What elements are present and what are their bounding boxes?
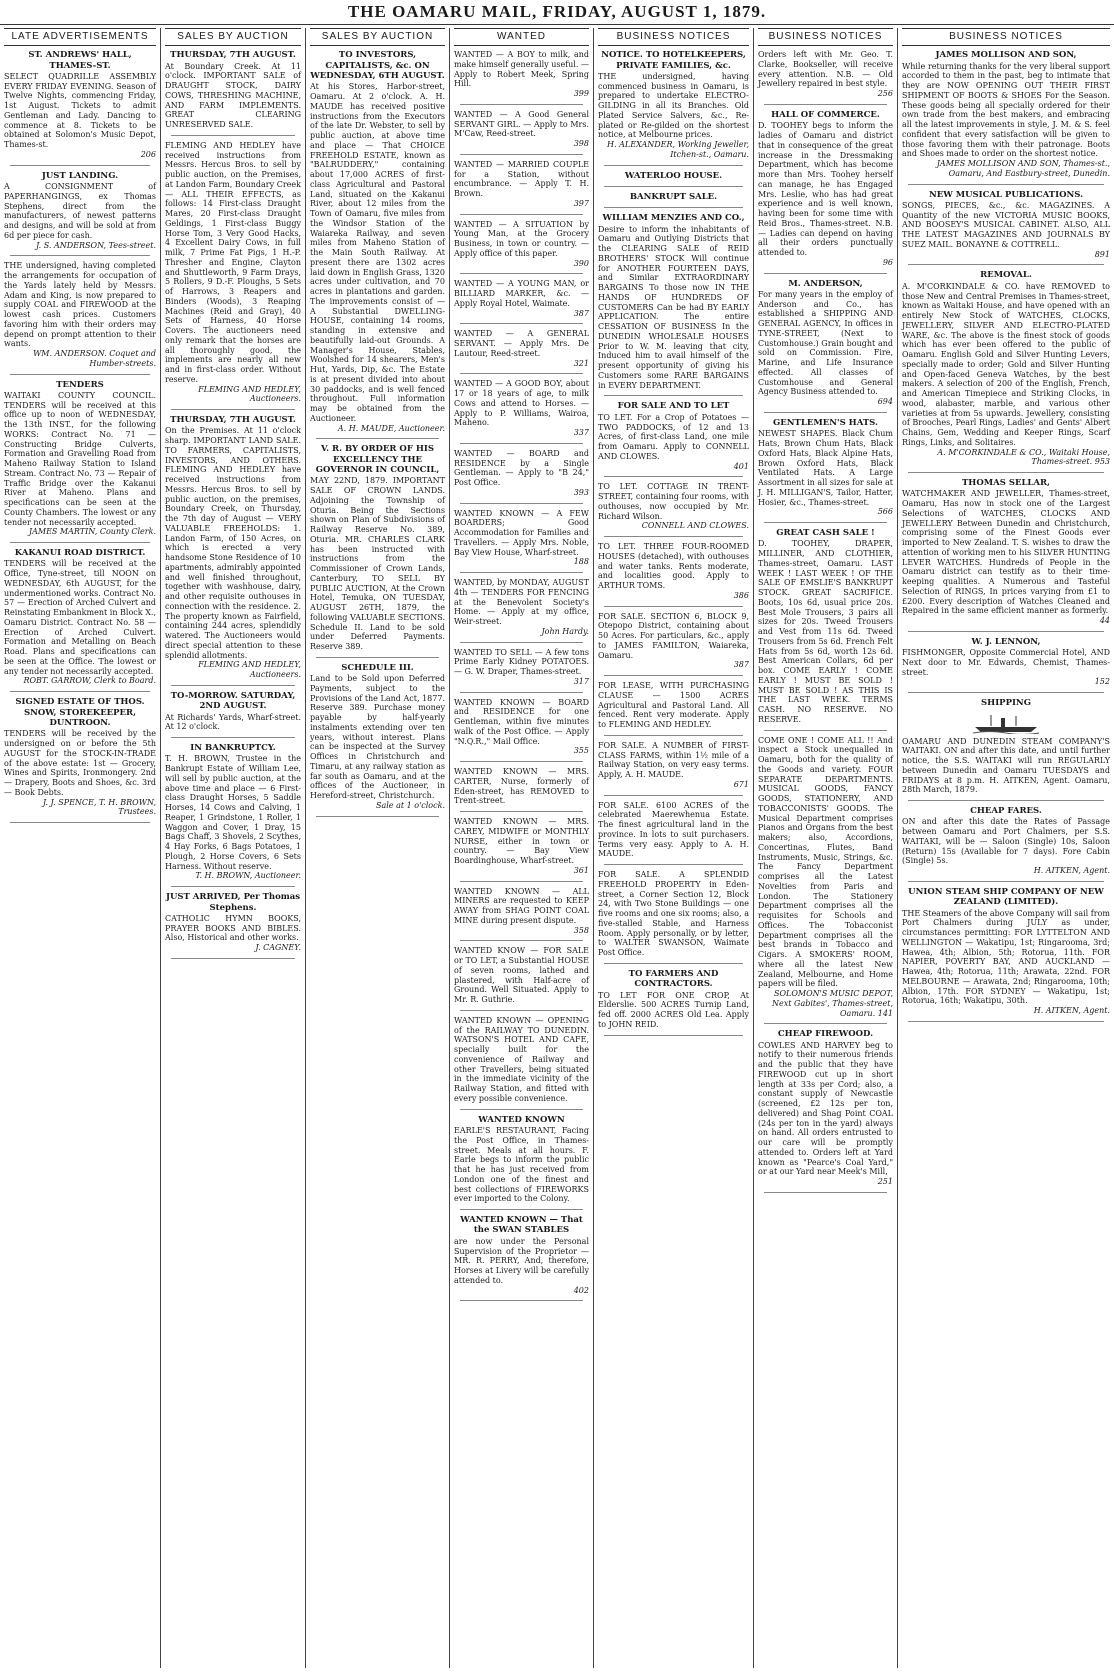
ad-body: At Boundary Creek. At 11 o'clock. IMPORTANT SALE of DRAUGHT STOCK, DAIRY COWS, THRESHING MACHINE, AND FARM IMPLEMENTS. GREAT CLEARING UNRESERVED SALE. <box>165 61 301 130</box>
ad-divider <box>604 476 743 477</box>
ad-heading: W. J. LENNON, <box>971 636 1041 647</box>
ad-body: COME ONE ! COME ALL !! And inspect a Stock unequalled in Oamaru, both for the quality of the Goods and variety. FOUR SEPARATE DEPARTMENTS. MUSICAL GOODS, FANCY GOODS, STATIONERY, AND TOBACCONISTS' GOODS. The Musical Department comprises Pianos and Organs from the best makers; also, Accordions, Concertinas, Flutes, Band Instruments, Music, Strings, &c. The Fancy Department comprises all the Latest Novelties from Paris and London. The Stationery Department comprises all the requisites for Schools and Offices. The Tobacconist Department comprises all the best brands in Tobacco and Cigars. A SMOKERS' ROOM, where all the latest New Zealand, Melbourne, and Home papers will be filed. <box>758 735 893 989</box>
advertisement <box>165 141 301 404</box>
column-1 <box>0 28 160 1668</box>
ad-signature: ROBT. GARROW, Clerk to Board. <box>23 676 156 686</box>
ad-body: Desire to inform the inhabitants of Oamaru and Outlying Districts that the CLEARING SALE of REID BROTHERS' STOCK Will continue for ANOTHER FOURTEEN DAYS, and Similar EXTRAORDINARY BARGAINS To those now IN THE HANDS OF HUNDREDS OF CUSTOMERS Can be had BY EARLY APPLICATION. The entire CESSATION OF BUSINESS In the DUNEDIN WHOLESALE HOUSES Prior to W. M. leaving that city, Induced him to avail himself of the present opportunity of giving his Customers some RARE BARGAINS in EVERY DEPARTMENT. <box>598 224 749 390</box>
ad-body: TO LET FOR ONE CROP, At Elderslie. 500 ACRES Turnip Land, fed off. 2000 ACRES Old Lea. Apply to JOHN REID. <box>598 990 749 1029</box>
advertisement <box>454 110 589 149</box>
masthead: THE OAMARU MAIL, FRIDAY, AUGUST 1, 1879. <box>0 0 1114 25</box>
ad-signature: H. AITKEN, Agent. <box>1033 866 1110 876</box>
ad-divider <box>460 214 583 215</box>
ad-body: TO LET. COTTAGE IN TRENT-STREET, containing four rooms, with outhouses, now occupied by Mr. Richard Wilson. <box>598 482 749 521</box>
ad-signature: 152 <box>1094 677 1110 687</box>
ad-heading: IN BANKRUPTCY. <box>190 743 276 754</box>
ad-body: Orders left with Mr. Geo. T. Clarke, Bookseller, will receive every attention. N.B. — Old Jewellery repaired in best style. <box>758 50 893 89</box>
ad-divider <box>171 409 295 410</box>
ad-divider <box>764 412 887 413</box>
ad-signature: 671 <box>733 779 749 789</box>
ad-signature: J. J. SPENCE, T. H. BROWN, Trustees. <box>42 797 156 817</box>
ad-divider <box>460 323 583 324</box>
advertisement <box>598 482 749 531</box>
ad-body: SELECT QUADRILLE ASSEMBLY EVERY FRIDAY EVENING. Season of Twelve Nights, commencing Friday, 1st August. Tickets to admit Gentleman and Lady. Dancing to commence at 8. Tickets to be obtained at Solomon's Music Depot, Thames-st. <box>4 71 156 150</box>
advertisement <box>758 110 893 268</box>
ad-heading: V. R. BY ORDER OF HIS EXCELLENCY THE GOVERNOR IN COUNCIL, <box>315 444 440 475</box>
ad-body: THE undersigned, having completed the arrangements for occupation of the Yards lately held by Messrs. Adam and King, is now prepared to supply COAL and FIREWOOD at the lowest cash prices. Customers favoring him with their orders may depend on prompt attention to their wants. <box>4 261 156 349</box>
advertisement <box>902 478 1110 626</box>
advertisement <box>902 887 1110 1016</box>
advertisement <box>454 648 589 687</box>
ad-heading: TO-MORROW. SATURDAY, 2ND AUGUST. <box>170 690 296 712</box>
ad-divider <box>460 104 583 105</box>
ad-heading: THOMAS SELLAR, <box>961 478 1051 489</box>
ad-signature: JAMES MARTIN, County Clerk. <box>28 527 156 537</box>
column-2 <box>160 28 305 1668</box>
advertisement <box>454 1115 589 1204</box>
ad-divider <box>604 165 743 166</box>
ad-signature: 337 <box>573 428 589 438</box>
ad-body: WANTED — A BOY to milk, and make himself generally useful. — Apply to Robert Meek, Spring Hill. <box>454 50 589 89</box>
ad-signature: 401 <box>733 461 749 471</box>
ad-heading: CHEAP FARES. <box>970 806 1042 817</box>
ad-divider <box>604 735 743 736</box>
advertisement <box>4 171 156 251</box>
advertisement <box>454 379 589 438</box>
advertisement <box>454 220 589 269</box>
advertisement <box>758 50 893 99</box>
advertisement <box>902 637 1110 687</box>
ad-signature: CONNELL AND CLOWES. <box>641 521 749 531</box>
ad-heading: NOTICE. TO HOTELKEEPERS, PRIVATE FAMILIES, &c. <box>601 50 746 71</box>
ad-divider <box>10 255 150 256</box>
advertisement <box>454 817 589 876</box>
ad-signature: 397 <box>573 198 589 208</box>
ad-divider <box>460 940 583 941</box>
ad-heading: JAMES MOLLISON AND SON, <box>935 50 1077 61</box>
ad-signature: 355 <box>573 746 589 756</box>
advertisement <box>598 50 749 159</box>
ad-signature: 206 <box>140 149 156 159</box>
ad-body: For many years in the employ of Anderson and Co., has established a SHIPPING AND GENERAL AGENCY, In offices in TYNE-STREET, (Next to Customhouse.) Grain bought and sold on Commission. Fire, Marine, and Life Insurance effected. All classes of Customhouse and General Agency Business attended to. <box>758 289 893 397</box>
ad-body: A CONSIGNMENT of PAPERHANGINGS, ex Thomas Stephens, direct from the manufacturers, of newest patterns and designs, and will be sold at from 6d per piece for cash. <box>4 182 156 240</box>
ad-signature: 96 <box>882 257 893 267</box>
column-3 <box>305 28 449 1668</box>
ad-divider <box>764 1192 887 1193</box>
ad-body: WANTED — A Good General SERVANT GIRL. — Apply to Mrs. M'Caw, Reed-street. <box>454 109 589 139</box>
ad-divider <box>460 881 583 882</box>
advertisement <box>454 946 589 1005</box>
advertisement <box>758 279 893 407</box>
ad-heading: KAKANUI ROAD DISTRICT. <box>14 548 146 559</box>
ad-heading: THURSDAY, 7TH AUGUST. <box>170 50 296 61</box>
advertisement <box>598 681 749 730</box>
ad-heading: SIGNED ESTATE OF THOS. SNOW, STOREKEEPER, DUNTROON. <box>15 697 145 728</box>
advertisement <box>310 444 445 652</box>
ad-body: NEWEST SHAPES. Black Chum Hats, Brown Chum Hats, Black Oxford Hats, Black Alpine Hats, Brown Oxford Hats, Black Ventilated Hats. A Large Assortment in all sizes for sale at J. H. MILLIGAN'S, Tailor, Hatter, Hosier, &c., Thames-street. <box>758 429 893 507</box>
column-header: SALES BY AUCTION <box>310 28 445 46</box>
ad-divider <box>171 135 295 136</box>
advertisement <box>310 50 445 433</box>
ad-signature: JAMES MOLLISON AND SON, Thames-st., Oamaru, And Eastbury-street, Dunedin. <box>936 159 1110 178</box>
ad-heading: WANTED KNOWN — That the SWAN STABLES <box>460 1215 583 1236</box>
ad-divider <box>908 692 1104 693</box>
ad-signature: 317 <box>573 676 589 686</box>
advertisement <box>454 698 589 757</box>
advertisement <box>902 698 1110 795</box>
ad-heading: HALL OF COMMERCE. <box>771 109 880 120</box>
advertisement <box>758 1029 893 1187</box>
ad-divider <box>604 963 743 964</box>
ad-divider <box>10 542 150 543</box>
ad-heading: THURSDAY, 7TH AUGUST. <box>170 415 296 426</box>
advertisement <box>165 415 301 680</box>
ad-body: WANTED — A SITUATION by Young Man, at the Grocery Business, in town or country. — Apply office of this paper. <box>454 219 589 258</box>
ad-divider <box>604 1035 743 1036</box>
advertisement <box>454 887 589 936</box>
ad-heading: SCHEDULE III. <box>341 662 414 673</box>
ad-divider <box>764 1023 887 1024</box>
ad-heading: ST. ANDREWS' HALL, THAMES-ST. <box>28 50 132 71</box>
advertisement <box>454 160 589 209</box>
advertisement <box>454 449 589 498</box>
ad-body: FOR LEASE, WITH PURCHASING CLAUSE — 1500 ACRES Agricultural and Pastoral Land. All fenced. Rent very moderate. Apply to FLEMING AND HEDLEY. <box>598 681 749 730</box>
ad-body: WANTED — A YOUNG MAN, or BILLIARD MARKER, &c. — Apply Royal Hotel, Waimate. <box>454 279 589 308</box>
ad-body: Land to be Sold upon Deferred Payments, subject to the Provisions of the Land Act, 1877. Reserve 389. Purchase money payable by half-yearly instalments extending over ten years, without interest. Plans can be inspected at the Survey Offices in Christchurch and Timaru, at any railway station as far south as Oamaru, and at the offices of the Auctioneer, in Hereford-street, Christchurch. <box>310 674 445 801</box>
ad-heading: GREAT CASH SALE ! <box>776 528 875 539</box>
ad-body: WANTED, by MONDAY, AUGUST 4th — TENDERS FOR FENCING at the Benevolent Society's Home. — Apply at my office, Weir-street. <box>454 578 589 627</box>
ad-divider <box>604 606 743 607</box>
ad-divider <box>460 1010 583 1011</box>
ad-signature: H. AITKEN, Agent. <box>1033 1006 1110 1016</box>
ad-heading: TO FARMERS AND CONTRACTORS. <box>628 968 719 990</box>
ad-body: FLEMING AND HEDLEY have received instructions from Messrs. Hercus Bros. to sell by public auction, on the Premises, at Landon Farm, Boundary Creek — ALL THEIR EFFECTS, as follows: 14 First-class Draught Mares, 20 First-class Draught Geldings, 1 First-class Buggy Horse Tom, 3 Very Good Hacks, 4 Excellent Dairy Cows, in full milk, 7 Prime Fat Pigs, 1 H.-P. Thresher and Engine, Clayton and Shuttleworth, 9 Farm Drays, 5 Rollers, 9 D.-F. Ploughs, 5 Sets of Harrows, 3 Reapers and Binders (Woods), 3 Reaping Machines (Reid and Gray), 40 Sets of Harness, 40 Horse Covers. The auctioneers need only remark that the horses are all thoroughly good, the implements are nearly all new and in first-class order. Without reserve. <box>165 140 301 384</box>
ad-signature: 387 <box>573 308 589 318</box>
ad-body: are now under the Personal Supervision of the Proprietor — MR. R. PERRY, And, therefore, Horses at Livery will be carefully attended to. <box>454 1236 589 1285</box>
ad-signature: 358 <box>573 925 589 935</box>
ad-signature: 44 <box>1099 616 1110 626</box>
advertisement <box>902 50 1110 178</box>
ad-signature: FLEMING AND HEDLEY, Auctioneers. <box>198 384 301 404</box>
advertisement <box>165 892 301 953</box>
ad-divider <box>908 881 1104 882</box>
ad-signature: FLEMING AND HEDLEY, Auctioneers. <box>198 660 301 680</box>
ad-heading: TENDERS <box>56 379 104 390</box>
advertisement <box>4 261 156 368</box>
ad-divider <box>764 522 887 523</box>
column-header: WANTED <box>454 28 589 46</box>
ad-divider <box>604 675 743 676</box>
ad-divider <box>764 273 887 274</box>
advertisement <box>4 697 156 817</box>
ad-divider <box>171 737 295 738</box>
ad-body: FOR SALE. SECTION 6, BLOCK 9, Otepopo District, containing about 50 Acres. For particulars, &c., apply to JAMES FAMILTON, Waiareka, Oamaru. <box>598 611 749 660</box>
ad-heading: SHIPPING <box>981 698 1031 709</box>
ad-body: TO LET. For a Crop of Potatoes — TWO PADDOCKS, of 12 and 13 Acres, of first-class Land, one mile from Oamaru. Apply to CONNELL AND CLOWES. <box>598 412 749 461</box>
ad-divider <box>316 657 439 658</box>
ad-divider <box>171 886 295 887</box>
ad-body: WANTED KNOWN — A FEW BOARDERS; Good Accommodation for Families and Travellers. — Apply Mrs. Noble, Bay View House, Wharf-street. <box>454 508 589 557</box>
ad-signature: 393 <box>573 487 589 497</box>
ad-body: OAMARU AND DUNEDIN STEAM COMPANY'S WAITAKI. ON and after this date, and until further notice, the S.S. WAITAKI will run REGULARLY between Dunedin and Oamaru TUESDAYS and FRIDAYS at 8 p.m. H. AITKEN, Agent. Oamaru, 28th March, 1879. <box>902 736 1110 795</box>
column-header: SALES BY AUCTION <box>165 28 301 46</box>
ad-body: WANTED TO SELL — A few tons Prime Early Kidney POTATOES. — G. W. Draper, Thames-street. <box>454 647 589 677</box>
ad-divider <box>604 207 743 208</box>
advertisement <box>165 50 301 130</box>
ad-body: SONGS, PIECES, &c., &c. MAGAZINES. A Quantity of the new VICTORIA MUSIC BOOKS, AND BOOSEY'S MUSICAL CABINET. ALSO, ALL THE LATEST MAGAZINES AND JOURNALS BY SUEZ MAIL. BONAYNE & COTTRELL. <box>902 200 1110 249</box>
ad-body: FOR SALE. 6100 ACRES of the celebrated Maerewhenua Estate. The finest agricultural land in the province. In lots to suit purchasers. Terms very easy. Apply to A. H. MAUDE. <box>598 800 749 859</box>
ad-signature: 251 <box>877 1177 893 1187</box>
ad-heading: TO INVESTORS, CAPITALISTS, &c. ON WEDNESDAY, 6TH AUGUST. <box>310 50 445 81</box>
ad-body: WANTED — MARRIED COUPLE for a Station, without encumbrance. — Apply T. H. Brown. <box>454 159 589 199</box>
ad-divider <box>908 800 1104 801</box>
advertisement <box>454 329 589 368</box>
ad-signature: 399 <box>573 89 589 99</box>
ad-signature: SOLOMON'S MUSIC DEPOT, Next Gabites', Thames-street, Oamaru. 141 <box>772 989 893 1018</box>
ad-divider <box>764 730 887 731</box>
ad-divider <box>604 864 743 865</box>
ad-signature: A. M'CORKINDALE & CO., Waitaki House, Thames-street. 953 <box>937 447 1110 467</box>
ad-divider <box>316 438 439 439</box>
ad-divider <box>171 958 295 959</box>
ad-heading: WILLIAM MENZIES AND CO., <box>602 213 745 224</box>
ad-signature: 256 <box>877 89 893 99</box>
ad-divider <box>604 395 743 396</box>
advertisement <box>454 1215 589 1295</box>
advertisement <box>454 50 589 99</box>
ad-divider <box>460 1109 583 1110</box>
ad-body: WANTED KNOWN — ALL MINERS are requested to KEEP AWAY from SHAG POINT COAL MINE during present dispute. <box>454 886 589 925</box>
ad-signature: 387 <box>733 660 749 670</box>
ad-body: TO LET. THREE FOUR-ROOMED HOUSES (detached), with outhouses and water tanks. Rents moderate, and localities good. Apply to ARTHUR TOMS. <box>598 542 749 591</box>
ad-divider <box>604 795 743 796</box>
ad-heading: UNION STEAM SHIP COMPANY OF NEW ZEALAND (LIMITED). <box>908 886 1104 908</box>
ad-body: WANTED KNOW — FOR SALE or TO LET, a Substantial HOUSE of seven rooms, lathed and plastered, with Half-acre of Ground. Well Situated. Apply to Mr. R. Guthrie. <box>454 946 589 1005</box>
ad-heading: REMOVAL. <box>980 270 1032 281</box>
ad-divider <box>460 154 583 155</box>
ad-body: WANTED — BOARD and RESIDENCE by a Single Gentleman. — Apply to "B 24," Post Office. <box>454 448 589 488</box>
advertisement <box>165 743 301 881</box>
ad-body: WANTED KNOWN — MRS. CARTER, Nurse, formerly of Eden-street, has REMOVED to Trent-street. <box>454 767 589 806</box>
ad-signature: 891 <box>1094 249 1110 259</box>
ad-heading: GENTLEMEN'S HATS. <box>773 417 878 428</box>
advertisement <box>454 767 589 806</box>
ad-heading: CHEAP FIREWOOD. <box>777 1029 874 1040</box>
column-6 <box>753 28 897 1668</box>
advertisement <box>4 50 156 159</box>
advertisement <box>598 612 749 671</box>
advertisement <box>598 542 749 601</box>
ad-body: FOR SALE. A NUMBER of FIRST-CLASS FARMS, within 1½ mile of a Railway Station, on very easy terms. Apply, A. H. MAUDE. <box>598 740 749 780</box>
ad-divider <box>460 1209 583 1210</box>
column-5 <box>593 28 753 1668</box>
ad-body: On the Premises. At 11 o'clock sharp. IMPORTANT LAND SALE. TO FARMERS, CAPITALISTS, INVESTORS, AND OTHERS. FLEMING AND HEDLEY have received instructions from Messrs. Hercus Bros. to sell by public auction, on the premises, Boundary Creek, on Thursday, the 7th day of August — VERY VALUABLE FREEHOLDS: 1. Landon Farm, of 150 Acres, on which is erected a very handsome Stone Residence of 10 apartments, admirably appointed and well finished throughout, together with washhouse, dairy, and other requisite outhouses in connection with the residence. 2. The property known as Fairfield, containing 244 acres, splendidly watered. The Auctioneers would direct special attention to these splendid allotments. <box>165 426 301 660</box>
ad-signature: J. CAGNEY. <box>255 943 301 953</box>
ad-signature: 321 <box>573 358 589 368</box>
ad-signature: WM. ANDERSON. Coquet and Humber-streets. <box>33 349 156 368</box>
ad-signature: H. ALEXANDER, Working Jeweller, Itchen-st., Oamaru. <box>607 140 749 159</box>
ad-body: At his Stores, Harbor-street, Oamaru. At 2 o'clock. A. H. MAUDE has received positive instructions from the Executors of the late Dr. Webster, to sell by public auction, at above time and place — That CHOICE FREEHOLD ESTATE, known as "BALRUDDERY," containing about 17,000 ACRES of first-class Agricultural and Pastoral Land, situated on the Kakanui River, about 12 miles from the Town of Oamaru, five miles from the Windsor Station of the Waiareka Railway, and seven miles from Maheno Station of the Main South Railway. At present there are 1302 acres laid down in English Grass, 1320 acres under cultivation, and 70 acres in plantations and garden. The improvements consist of — A Substantial DWELLING-HOUSE, containing 14 rooms, standing in extensive and beautifully laid-out Grounds. A Manager's House, Stables, Woolshed for 14 shearers, Men's Hut, Yards, Dip, &c. The Estate is at present divided into about 30 paddocks, and is well fenced throughout. Full information may be obtained from the Auctioneer. <box>310 82 445 423</box>
advertisement <box>902 270 1110 467</box>
column-header: BUSINESS NOTICES <box>598 28 749 46</box>
advertisement <box>598 801 749 860</box>
ad-divider <box>460 811 583 812</box>
ad-body: FISHMONGER, Opposite Commercial Hotel, AND Next door to Mr. Edwards, Chemist, Thames-street. <box>902 648 1110 677</box>
advertisement <box>310 663 445 811</box>
ad-signature: Sale at 1 o'clock. <box>376 800 445 810</box>
ad-divider <box>908 184 1104 185</box>
ad-body: EARLE'S RESTAURANT, Facing the Post Office, in Thames-street. Meals at all hours. F. Earle begs to inform the public that he has just received from London one of the finest and best collections of FIREWORKS ever imported to the Colony. <box>454 1126 589 1204</box>
advertisement <box>454 578 589 637</box>
ad-signature: 402 <box>573 1285 589 1295</box>
ad-body: TENDERS will be received at the Office, Tyne-street, till NOON on WEDNESDAY, 6th AUGUST, for the undermentioned works. Contract No. 57 — Erection of Arched Culvert and Reinstating Embankment in Block X., Oamaru District. Contract No. 58 — Erection of Arched Culvert. Formation and Metalling on Beach Road. Plans and specifications can be seen at the Office. The lowest or any tender not necessarily accepted. <box>4 559 156 676</box>
ad-body: ON and after this date the Rates of Passage between Oamaru and Port Chalmers, per S.S. WAITAKI, will be — Saloon (Single) 10s, Saloon (Return) 15s (Available for 7 days). Fore Cabin (Single) 5s. <box>902 817 1110 866</box>
advertisement <box>758 418 893 517</box>
advertisement <box>598 969 749 1030</box>
ad-signature: 566 <box>877 507 893 517</box>
ad-divider <box>10 822 150 823</box>
ad-signature: 694 <box>877 397 893 407</box>
advertisement <box>902 806 1110 876</box>
ad-body: At Richards' Yards, Wharf-street. At 12 o'clock. <box>165 712 301 732</box>
ad-divider <box>908 631 1104 632</box>
ad-divider <box>460 572 583 573</box>
advertisement <box>902 190 1110 260</box>
steamship-icon <box>971 712 1041 734</box>
ad-divider <box>171 685 295 686</box>
ad-divider <box>10 374 150 375</box>
advertisement <box>4 548 156 686</box>
ad-divider <box>460 443 583 444</box>
ad-heading: M. ANDERSON, <box>788 278 863 289</box>
ad-divider <box>460 761 583 762</box>
ad-divider <box>10 165 150 166</box>
advertisement <box>454 1016 589 1104</box>
ad-heading: FOR SALE AND TO LET <box>617 401 730 412</box>
ad-divider <box>460 373 583 374</box>
ad-divider <box>764 104 887 105</box>
ad-divider <box>10 691 150 692</box>
ad-signature: 188 <box>573 557 589 567</box>
ad-body: T. H. BROWN, Trustee in the Bankrupt Estate of William Lee, will sell by public auction, at the above time and place — 6 First-class Draught Horses, 5 Saddle Horses, 14 Cows and Calving, 1 Reaper, 1 Grindstone, 1 Roller, 1 Waggon and Cover, 1 Dray, 15 Bags Chaff, 3 Shovels, 2 Scythes, 4 Hay Forks, 6 Bags Potatoes, 1 Plough, 2 Horse Covers, 6 Sets Harness. Without reserve. <box>165 754 301 871</box>
ad-divider <box>460 1300 583 1301</box>
advertisement <box>758 528 893 725</box>
ad-body: D. TOOHEY, DRAPER, MILLINER, AND CLOTHIER, Thames-street, Oamaru. LAST WEEK ! LAST WEEK ! OF THE SALE OF EMSLIE'S BANKRUPT STOCK. GREAT SACRIFICE. Boots, 10s 6d, usual price 20s. Best Mole Trousers, 3 pairs all sizes for 20s. Tweed Trousers and Vest from 11s 6d. Tweed Trousers from 5s 6d. French Felt Hats from 5s 6d, worth 12s 6d. Best American Collars, 6d per box. COME EARLY ! COME EARLY ! MUST BE SOLD ! MUST BE SOLD ! AS THIS IS THE LAST WEEK. TERMS CASH. NO RESERVE. NO RESERVE. <box>758 539 893 724</box>
ad-divider <box>460 692 583 693</box>
ad-body: WAITAKI COUNTY COUNCIL. TENDERS will be received at this office up to noon of WEDNESDAY, the 13th INST., for the following WORKS: Contract No. 71 — Constructing Bridge Culverts, Formation and Gravelling Road from Maheno Railway Station to Island Stream. Contract No. 73 — Repair of Traffic Bridge over the Kakanui River at Maheno. Plans and specifications can be seen at the County Chambers. The lowest or any tender not necessarily accepted. <box>4 390 156 527</box>
ad-divider <box>604 186 743 187</box>
ad-body: COWLES AND HARVEY beg to notify to their numerous friends and the public that they have FIREWOOD cut up in short length at 33s per Cord; also, a constant supply of Newcastle (screened, £2 12s per ton, delivered) and Shag Point COAL (24s per ton in the yard) always on hand. All orders entrusted to our care will be promptly attended to. Orders left at Yard known as "Pearce's Coal Yard," or at our Yard near Meek's Mill, <box>758 1040 893 1177</box>
ad-divider <box>316 816 439 817</box>
advertisement <box>598 192 749 202</box>
ad-signature: J. S. ANDERSON, Tees-street. <box>36 240 156 250</box>
ad-signature: 361 <box>573 865 589 875</box>
ad-body: TENDERS will be received by the undersigned on or before the 5th AUGUST for the STOCK-IN-TRADE of the above estate: 1st — Grocery, Wines and Spirits, Ironmongery. 2nd — Drapery, Boots and Shoes, &c. 3rd — Book Debts. <box>4 729 156 797</box>
ad-body: WANTED — A GOOD BOY, about 17 or 18 years of age, to milk Cows and attend to Horses. — Apply to P. Williams, Wairoa, Maheno. <box>454 379 589 428</box>
ad-signature: 386 <box>733 590 749 600</box>
ad-signature: 390 <box>573 258 589 268</box>
ad-divider <box>460 273 583 274</box>
column-7 <box>897 28 1114 1668</box>
ad-divider <box>460 642 583 643</box>
ad-body: WANTED KNOWN — BOARD and RESIDENCE for one Gentleman, within five minutes walk of the Post Office. — Apply "N.Q.R.," Mail Office. <box>454 697 589 746</box>
ad-divider <box>908 1021 1104 1022</box>
ad-body: D. TOOHEY begs to inform the ladies of Oamaru and district that in consequence of the great increase in the Dressmaking Department, which has become more than Mrs. Toohey herself can manage, he has Engaged Mrs. Leslie, who has had great experience and is well known, having been for some time with Reid Bros., Thames-street. N.B. — Ladies can depend on having all their orders punctually attended to. <box>758 121 893 258</box>
ad-body: WANTED KNOWN — MRS. CAREY, MIDWIFE or MONTHLY NURSE, either in town or country. — Bay View Boardinghouse, Wharf-street. <box>454 817 589 866</box>
ad-body: THE Steamers of the above Company will sail from Port Chalmers during JULY as under, circumstances permitting: FOR LYTTELTON AND WELLINGTON — Wakatipu, 1st; Ringarooma, 3rd; Hawea, 4th; Albion, 5th; Rotorua, 11th. FOR NAPIER, POVERTY BAY, AND AUCKLAND — Hawea, 4th; Rotorua, 11th; Arawata, 22nd. FOR MELBOURNE — Arawata, 2nd; Ringarooma, 10th; Albion, 17th. FOR SYDNEY — Wakatipu, 1st; Rotorua, 16th; Wakatipu, 30th. <box>902 908 1110 1006</box>
ad-signature: A. H. MAUDE, Auctioneer. <box>337 423 445 433</box>
ad-heading: JUST LANDING. <box>41 170 119 181</box>
advertisement <box>598 213 749 390</box>
column-header: BUSINESS NOTICES <box>902 28 1110 46</box>
advertisement <box>4 380 156 538</box>
ad-divider <box>908 472 1104 473</box>
ad-heading: WATERLOO HOUSE. <box>624 170 723 181</box>
ad-body: FOR SALE. A SPLENDID FREEHOLD PROPERTY in Eden-street, a Corner Section 12, Block 24, with Two Stone Buildings — one five rooms and one six rooms; also, a five-stalled Stable, and Harness Room. Apply personally, or by letter, to WALTER SWANSON, Waimate Post Office. <box>598 870 749 958</box>
ad-signature: 398 <box>573 139 589 149</box>
advertisement <box>454 279 589 318</box>
ad-body: A. M'CORKINDALE & CO. have REMOVED to those New and Central Premises in Thames-street, known as Waitaki House, and have opened with an entirely New Stock of WATCHES, CLOCKS, JEWELLERY, SILVER AND ELECTRO-PLATED WARE, &c. The above is the finest stock of goods which has ever been offered to the public of Oamaru. English Gold and Silver Hunting Levers, specially made to order; Gold and Silver Hunting and Open-faced Geneva Watches, by the best makers. A selection of 200 of the English, French, and American Timepiece and Striking Clocks, in wood, alabaster, marble, and various other varieties at from 5s upwards. Jewellery, consisting of Brooches, Pearl Rings, Ladies' and Gents' Albert Chains, Gem, Wedding and Keeper Rings, Scarf Rings, Links, and Solitaires. <box>902 281 1110 447</box>
advertisement <box>758 736 893 1019</box>
column-header: BUSINESS NOTICES <box>758 28 893 46</box>
ad-heading: WANTED KNOWN <box>478 1114 565 1125</box>
ad-body: THE undersigned, having commenced business in Oamaru, is prepared to undertake ELECTRO-GILDING in all its Branches. Old Plated Service Salvers, &c., Re-plated or Re-gilded on the shortest notice, at Melbourne prices. <box>598 71 749 140</box>
ad-body: WATCHMAKER AND JEWELLER, Thames-street, Oamaru, Has now in stock one of the Largest Selections of WATCHES, CLOCKS AND JEWELLERY Between Dunedin and Christchurch, comprising some of the Finest Goods ever imported to New Zealand. T. S. wishes to draw the attention of working men to his SILVER HUNTING LEVER WATCHES. Hundreds of People in the Oamaru district can testify as to their time-keeping qualities. A Numerous and Tasteful Selection of RINGS, In prices varying from £1 to £200. Every description of Watches Cleaned and Repaired in the same efficient manner as formerly. <box>902 489 1110 616</box>
ad-signature: T. H. BROWN, Auctioneer. <box>195 871 301 881</box>
ad-body: WANTED — A GENERAL SERVANT. — Apply Mrs. De Lautour, Reed-street. <box>454 329 589 358</box>
ad-body: WANTED KNOWN — OPENING of the RAILWAY TO DUNEDIN. WATSON'S HOTEL AND CAFE, specially built for the convenience of Railway and other Travellers, being situated in the immediate vicinity of the Railway Station, and fitted with every possible convenience. <box>454 1015 589 1103</box>
advertisement <box>598 401 749 471</box>
ad-signature: John Hardy. <box>541 626 589 636</box>
advertisement <box>598 171 749 181</box>
ad-heading: BANKRUPT SALE. <box>629 192 718 203</box>
advertisement <box>598 870 749 958</box>
ad-divider <box>460 503 583 504</box>
ad-divider <box>908 264 1104 265</box>
advertisement <box>165 691 301 732</box>
ad-body: While returning thanks for the very liberal support accorded to them in the past, beg to intimate that they are NOW OPENING OUT THEIR FIRST SHIPMENT OF BOOTS & SHOES For the Season. These goods being all specially ordered for their own trade from the best makers, and embracing all the latest improvements in style, J. M. & S. feel confident that every satisfaction will be given to those favoring them with their patronage. Boots and Shoes made to order on the shortest notice. <box>902 61 1110 159</box>
advertisement <box>454 509 589 568</box>
ad-heading: NEW MUSICAL PUBLICATIONS. <box>928 189 1084 200</box>
column-header: LATE ADVERTISEMENTS <box>4 28 156 46</box>
ad-heading: JUST ARRIVED, Per Thomas Stephens. <box>165 892 301 913</box>
advertisement <box>598 741 749 790</box>
ad-body: MAY 22ND, 1879. IMPORTANT SALE OF CROWN LANDS. Adjoining the Township of Oturia. Being the Sections shown on Plan of Subdivisions of Railway Reserve No. 389, Oturia. MR. CHARLES CLARK has been instructed with instructions from the Commissioner of Crown Lands, Canterbury, TO SELL BY PUBLIC AUCTION, At the Crown Hotel, Temuka, ON TUESDAY, AUGUST 26TH, 1879, the following VALUABLE SECTIONS. Schedule II. Land to be sold under Deferred Payments. Reserve 389. <box>310 476 445 652</box>
column-4 <box>449 28 593 1668</box>
ad-body: CATHOLIC HYMN BOOKS, PRAYER BOOKS AND BIBLES. Also, Historical and other works. <box>165 913 301 943</box>
ad-divider <box>604 536 743 537</box>
